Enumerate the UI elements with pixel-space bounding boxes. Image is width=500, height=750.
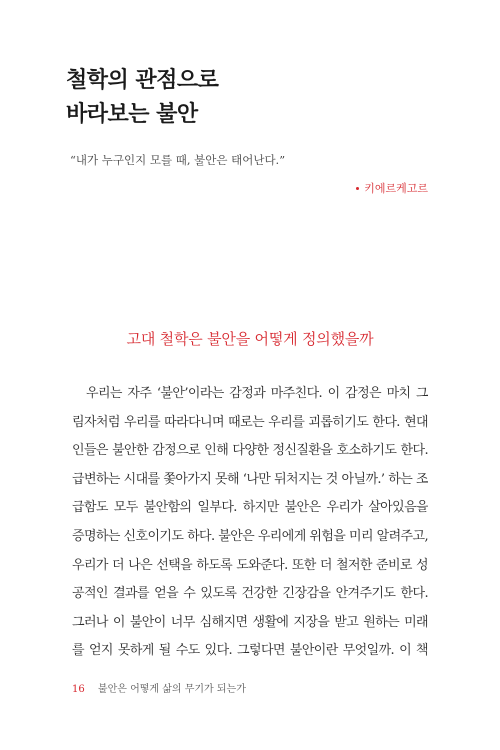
body-line: 급변하는 시대를 쫓아가지 못해 ‘나만 뒤처지는 것 아닐까.’ 하는 조 [72, 471, 428, 487]
epigraph-quote: “내가 누구인지 모를 때, 불안은 태어난다.” [70, 153, 286, 167]
chapter-title-line-2: 바라보는 불안 [66, 102, 198, 127]
body-line: 그러나 이 불안이 너무 심해지면 생활에 지장을 받고 원하는 미래 [72, 614, 428, 630]
body-line: 우리가 더 나은 선택을 하도록 도와준다. 또한 더 철저한 준비로 성 [72, 557, 428, 573]
section-heading: 고대 철학은 불안을 어떻게 정의했을까 [126, 330, 374, 348]
body-paragraph [72, 380, 428, 666]
body-line: 급함도 모두 불안함의 일부다. 하지만 불안은 우리가 살아있음을 [72, 500, 428, 516]
chapter-title-line-1: 철학의 관점으로 [66, 68, 219, 93]
page-footer [72, 680, 246, 695]
body-line: 우리는 자주 ‘불안’이라는 감정과 마주친다. 이 감정은 마치 그 [86, 386, 428, 401]
epigraph-author: 키에르케고르 [364, 182, 428, 195]
body-line: 증명하는 신호이기도 하다. 불안은 우리에게 위험을 미리 알려주고, [72, 528, 428, 544]
chapter-title [66, 64, 218, 132]
page-number: 16 [72, 684, 85, 695]
running-title: 불안은 어떻게 삶의 무기가 되는가 [97, 684, 246, 695]
epigraph-attribution [356, 180, 428, 196]
body-line: 공적인 결과를 얻을 수 있도록 건강한 긴장감을 안겨주기도 한다. [72, 586, 428, 602]
body-line: 를 얻지 못하게 될 수도 있다. 그렇다면 불안이란 무엇일까. 이 책 [72, 643, 428, 659]
body-line: 림자처럼 우리를 따라다니며 때로는 우리를 괴롭히기도 한다. 현대 [72, 414, 428, 430]
body-line: 인들은 불안한 감정으로 인해 다양한 정신질환을 호소하기도 한다. [72, 443, 428, 459]
bullet-dot-icon [356, 187, 359, 190]
